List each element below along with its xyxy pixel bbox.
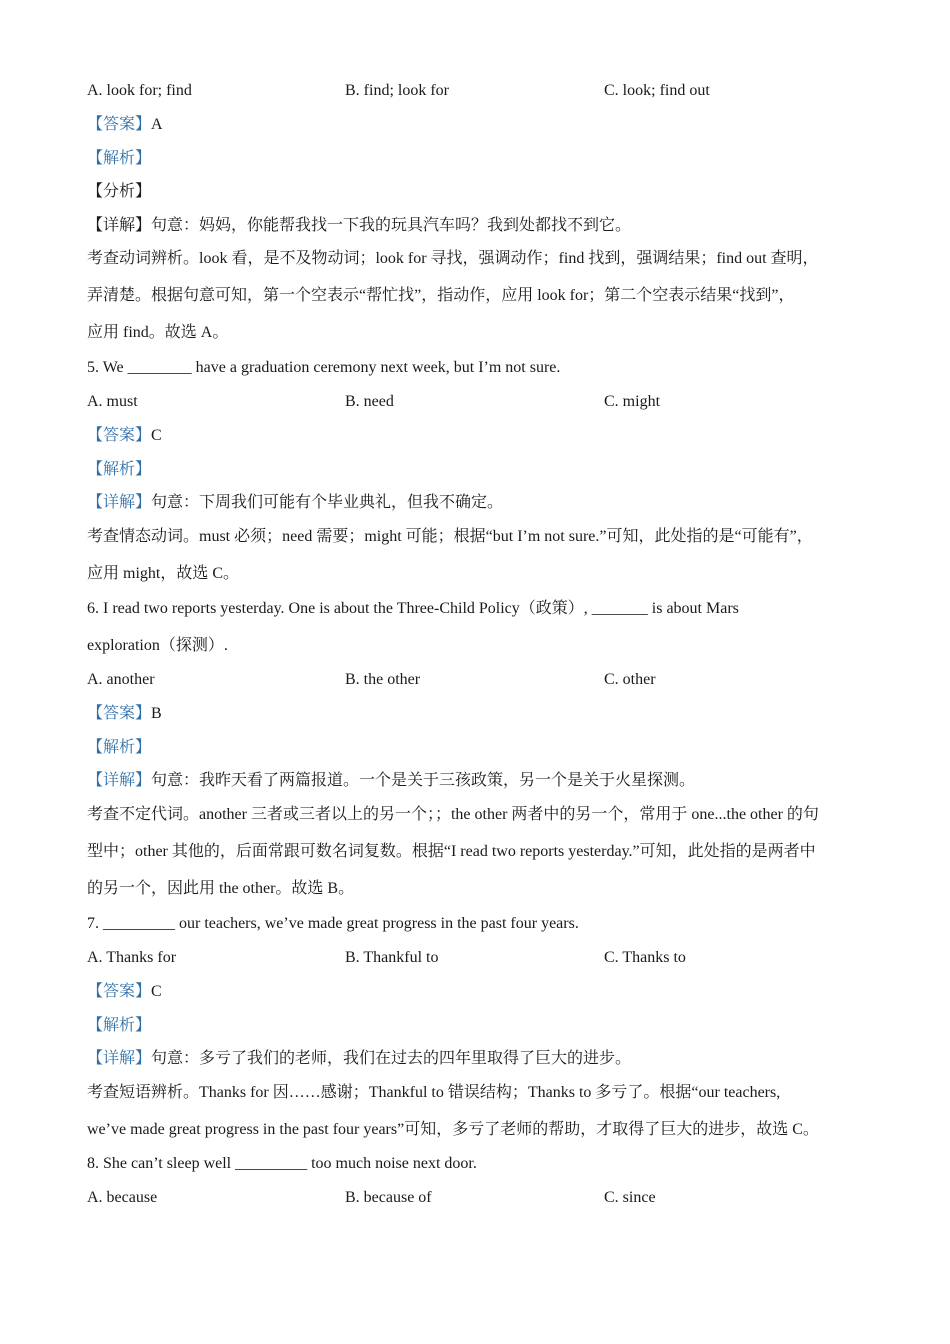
detail-line [87, 1049, 631, 1069]
detail-text: 句意：下周我们可能有个毕业典礼，但我不确定。 [151, 494, 504, 511]
option-a: A. another [87, 671, 155, 688]
analysis-tag: 【解析】 [87, 150, 152, 167]
question-6: 6. I read two reports yesterday. One is about the Three-Child Policy（政策）, _______ is about Mars [87, 600, 739, 617]
answer-line [87, 704, 162, 724]
answer-line [87, 982, 162, 1002]
detail-line [87, 216, 631, 236]
explain-line: 应用 might，故选 C。 [87, 565, 240, 582]
explain-line: we’ve made great progress in the past four years”可知，多亏了老师的帮助，才取得了巨大的进步，故选 C。 [87, 1121, 819, 1138]
explain-line: 考查不定代词。another 三者或三者以上的另一个；；the other 两者中的另一个，常用于 one...the other 的句 [87, 806, 819, 823]
option-c: C. since [604, 1189, 656, 1206]
answer-value: B [151, 705, 162, 722]
answer-line [87, 115, 163, 135]
option-b: B. Thankful to [345, 949, 439, 966]
answer-value: A [151, 116, 163, 133]
question-6-cont: exploration（探测）. [87, 637, 228, 654]
explain-line: 应用 find。故选 A。 [87, 324, 229, 341]
answer-tag: 【答案】 [87, 427, 152, 444]
analysis-tag: 【解析】 [87, 461, 152, 478]
detail-tag: 【详解】 [87, 1050, 152, 1067]
option-b: B. find; look for [345, 82, 449, 99]
option-c: C. might [604, 393, 661, 410]
question-8: 8. She can’t sleep well _________ too much noise next door. [87, 1155, 477, 1172]
explain-line: 考查短语辨析。Thanks for 因……感谢；Thankful to 错误结构；Thanks to 多亏了。根据“our teachers, [87, 1084, 781, 1101]
detail-text: 句意：我昨天看了两篇报道。一个是关于三孩政策，另一个是关于火星探测。 [151, 772, 696, 789]
analysis-tag: 【解析】 [87, 739, 152, 756]
option-b: B. because of [345, 1189, 432, 1206]
detail-line [87, 493, 503, 513]
explain-line: 考查情态动词。must 必须；need 需要；might 可能；根据“but I’m not sure.”可知，此处指的是“可能有”， [87, 528, 813, 545]
detail-tag: 【详解】 [87, 494, 152, 511]
option-c: C. other [604, 671, 656, 688]
option-a: A. must [87, 393, 138, 410]
question-7: 7. _________ our teachers, we’ve made great progress in the past four years. [87, 915, 579, 932]
detail-line [87, 771, 695, 791]
option-b: B. the other [345, 671, 421, 688]
answer-line [87, 426, 162, 446]
answer-tag: 【答案】 [87, 983, 152, 1000]
option-a: A. look for; find [87, 82, 192, 99]
answer-value: C [151, 427, 162, 444]
option-c: C. look; find out [604, 82, 710, 99]
explain-line: 考查动词辨析。look 看，是不及物动词；look for 寻找，强调动作；find 找到，强调结果；find out 查明， [87, 250, 819, 267]
explain-line: 型中；other 其他的，后面常跟可数名词复数。根据“I read two reports yesterday.”可知，此处指的是两者中 [87, 843, 816, 860]
detail-tag: 【详解】 [87, 217, 152, 234]
option-b: B. need [345, 393, 394, 410]
answer-value: C [151, 983, 162, 1000]
detail-tag: 【详解】 [87, 772, 152, 789]
option-a: A. because [87, 1189, 158, 1206]
option-a: A. Thanks for [87, 949, 177, 966]
detail-text: 句意：妈妈，你能帮我找一下我的玩具汽车吗？我到处都找不到它。 [151, 217, 632, 234]
option-c: C. Thanks to [604, 949, 686, 966]
question-5: 5. We ________ have a graduation ceremony next week, but I’m not sure. [87, 359, 561, 376]
explain-line: 的另一个，因此用 the other。故选 B。 [87, 880, 355, 897]
detail-text: 句意：多亏了我们的老师，我们在过去的四年里取得了巨大的进步。 [151, 1050, 632, 1067]
answer-tag: 【答案】 [87, 116, 152, 133]
answer-tag: 【答案】 [87, 705, 152, 722]
explain-line: 弄清楚。根据句意可知，第一个空表示“帮忙找”，指动作，应用 look for；第二个空表示结果“找到”， [87, 287, 795, 304]
analysis-tag: 【解析】 [87, 1017, 152, 1034]
fenxi-tag: 【分析】 [87, 183, 152, 200]
